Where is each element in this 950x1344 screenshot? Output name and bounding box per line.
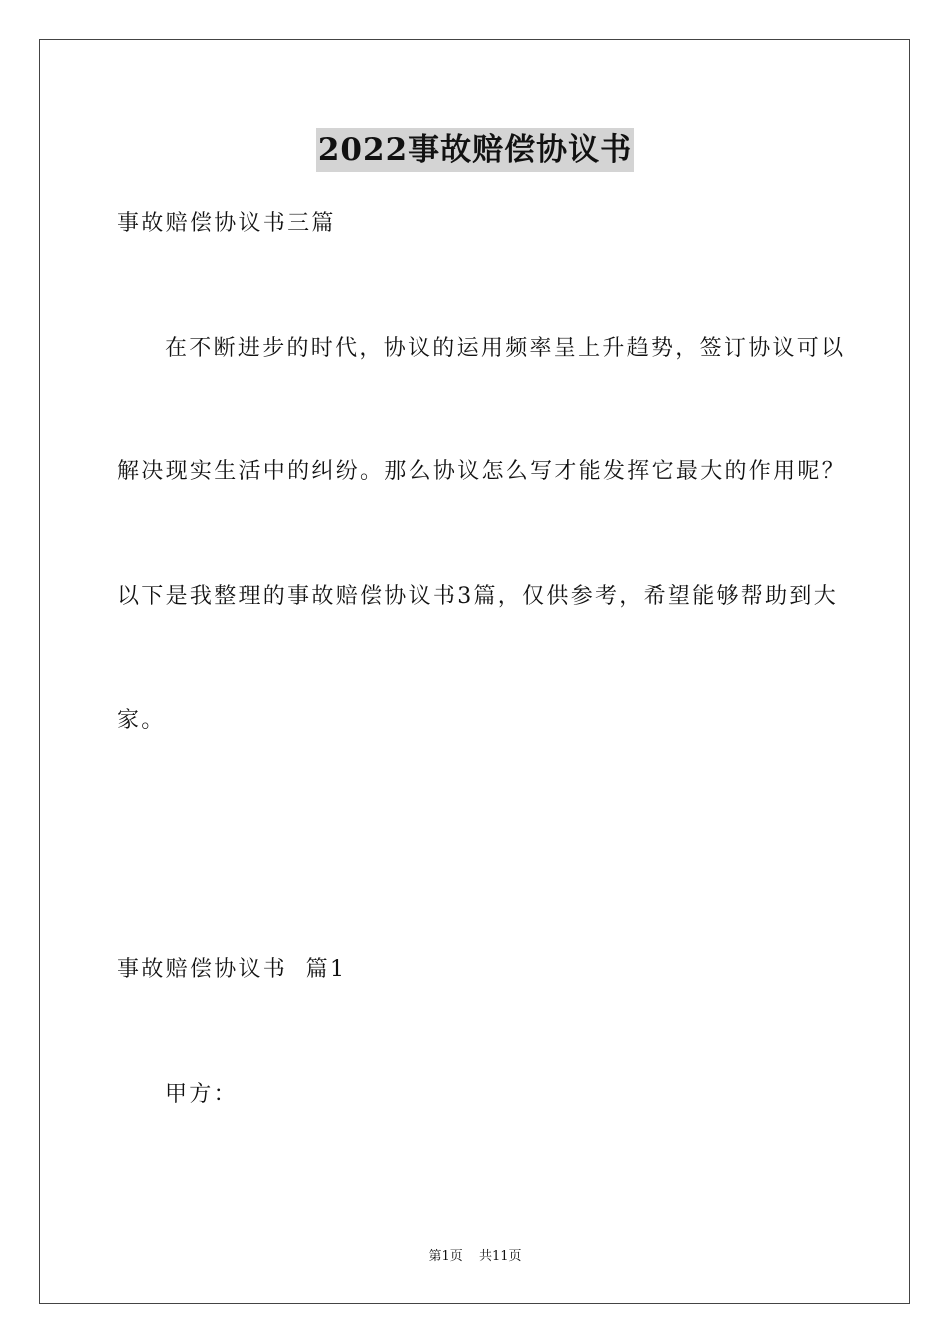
title-container: [0, 128, 950, 172]
intro-line-3: 以下是我整理的事故赔偿协议书3篇，仅供参考，希望能够帮助到大: [117, 584, 838, 609]
intro-line-1: 在不断进步的时代，协议的运用频率呈上升趋势，签订协议可以: [165, 336, 846, 361]
section-heading: 事故赔偿协议书 篇1: [117, 957, 347, 982]
document-title: 2022事故赔偿协议书: [316, 128, 634, 172]
intro-line-2: 解决现实生活中的纠纷。那么协议怎么写才能发挥它最大的作用呢？: [117, 459, 847, 484]
document-subtitle: 事故赔偿协议书三篇: [117, 211, 336, 236]
intro-line-4: 家。: [117, 708, 166, 733]
party-a-label: 甲方：: [165, 1082, 238, 1107]
page-number-total: 共11页: [478, 1249, 522, 1264]
page-footer: [0, 1247, 950, 1267]
page-number-current: 第1页: [428, 1249, 463, 1264]
